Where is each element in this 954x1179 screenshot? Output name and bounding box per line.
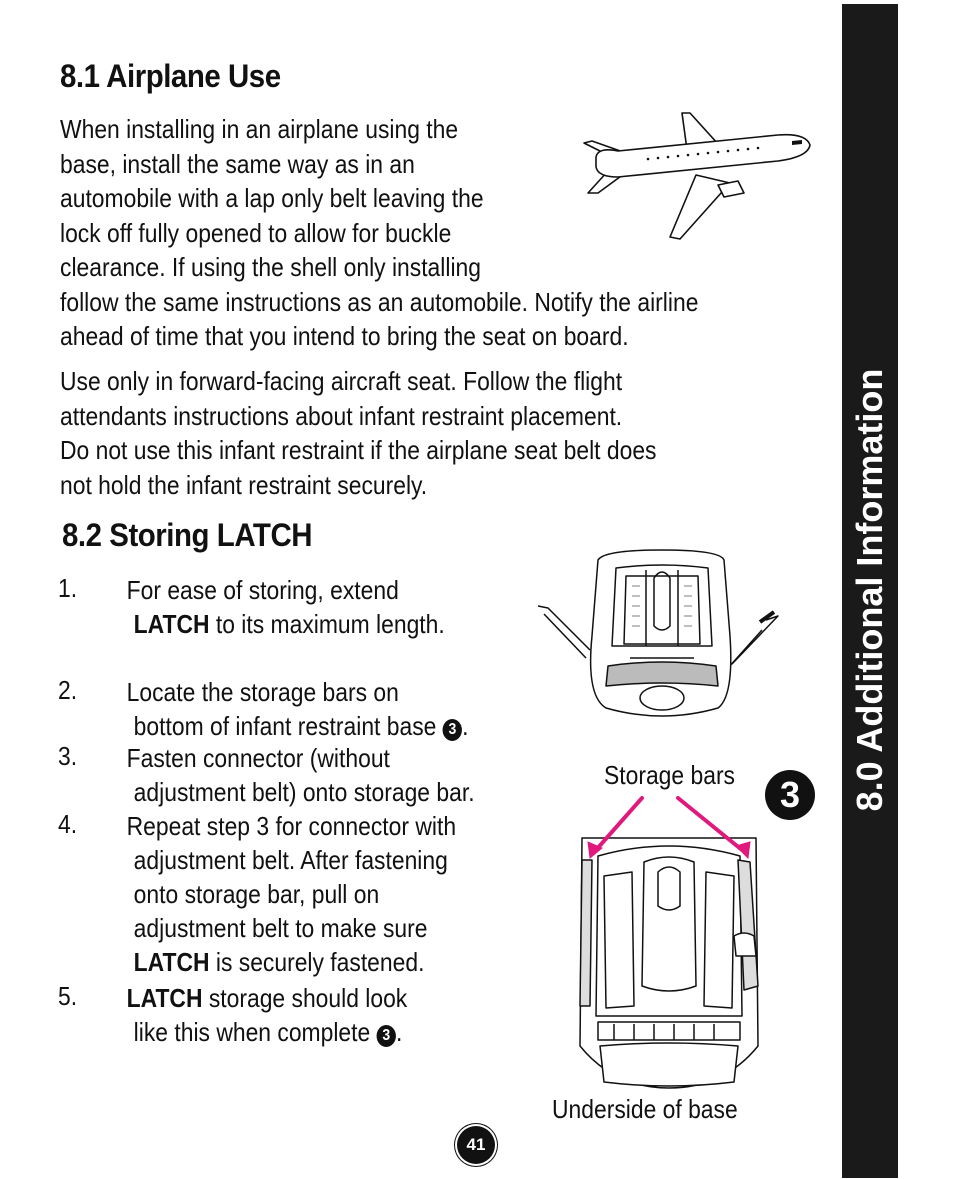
latch-term: LATCH [126, 983, 203, 1013]
text-line: base, install the same way as in an [60, 148, 415, 179]
text-line: Repeat step 3 for connector with [126, 811, 457, 841]
list-item [58, 675, 475, 741]
text-line: adjustment belt. After fastening [133, 845, 448, 875]
text-line: adjustment belt) onto storage bar. [133, 777, 475, 807]
text-line: Locate the storage bars on [126, 677, 399, 707]
text-line: like this when complete 3 . [133, 1017, 403, 1047]
latch-steps-list [58, 573, 475, 1049]
step-number: 1. [58, 573, 78, 603]
text-line: follow the same instructions as an automobile. Notify the airline [60, 286, 699, 317]
text-line: LATCH storage should look [126, 983, 408, 1013]
text-line: clearance. If using the shell only installing [60, 252, 481, 282]
latch-term: LATCH [133, 609, 210, 639]
infant-base-top-illustration [534, 546, 790, 726]
airplane-paragraph-2 [60, 364, 657, 502]
storage-bars-label: Storage bars [604, 760, 736, 790]
airplane-illustration [578, 105, 814, 245]
page-number-badge: 41 [457, 1126, 495, 1164]
step-number: 3. [58, 741, 78, 771]
text-line: Use only in forward-facing aircraft seat. Follow the flight [60, 366, 623, 396]
text-line: not hold the infant restraint securely. [60, 469, 428, 500]
text-line: bottom of infant restraint base 3 . [133, 711, 469, 741]
underside-base-illustration [574, 796, 764, 1092]
step-number: 5. [58, 981, 78, 1011]
figure-3-ref-icon: 3 [377, 1025, 396, 1047]
text-line: For ease of storing, extend [126, 575, 399, 605]
step-number: 2. [58, 675, 78, 705]
text-line: attendants instructions about infant restraint placement. [60, 400, 623, 431]
text-line: LATCH to its maximum length. [133, 609, 445, 639]
sidebar-section-title: 8.0 Additional Information [849, 368, 890, 812]
latch-term: LATCH [133, 947, 210, 977]
figure-number-badge: 3 [765, 770, 815, 820]
list-item [58, 741, 475, 809]
underside-label: Underside of base [552, 1094, 738, 1124]
list-item [58, 573, 475, 675]
step-number: 4. [58, 809, 78, 839]
text-line: LATCH is securely fastened. [133, 947, 425, 977]
text-line: Fasten connector (without [126, 743, 390, 773]
text-line: Do not use this infant restraint if the airplane seat belt does [60, 435, 657, 465]
text-line: onto storage bar, pull on [133, 879, 380, 909]
text-line: lock off fully opened to allow for buckle [60, 217, 452, 248]
text-line: automobile with a lap only belt leaving the [60, 183, 484, 213]
text-line: ahead of time that you intend to bring the seat on board. [60, 321, 629, 351]
text-line: When installing in an airplane using the [60, 114, 459, 144]
list-item [58, 981, 475, 1049]
list-item [58, 809, 475, 981]
section-heading-storing-latch: 8.2 Storing LATCH [62, 517, 313, 553]
section-heading-airplane-use: 8.1 Airplane Use [60, 58, 281, 94]
figure-3-ref-icon: 3 [443, 719, 462, 741]
text-line: adjustment belt to make sure [133, 913, 428, 943]
